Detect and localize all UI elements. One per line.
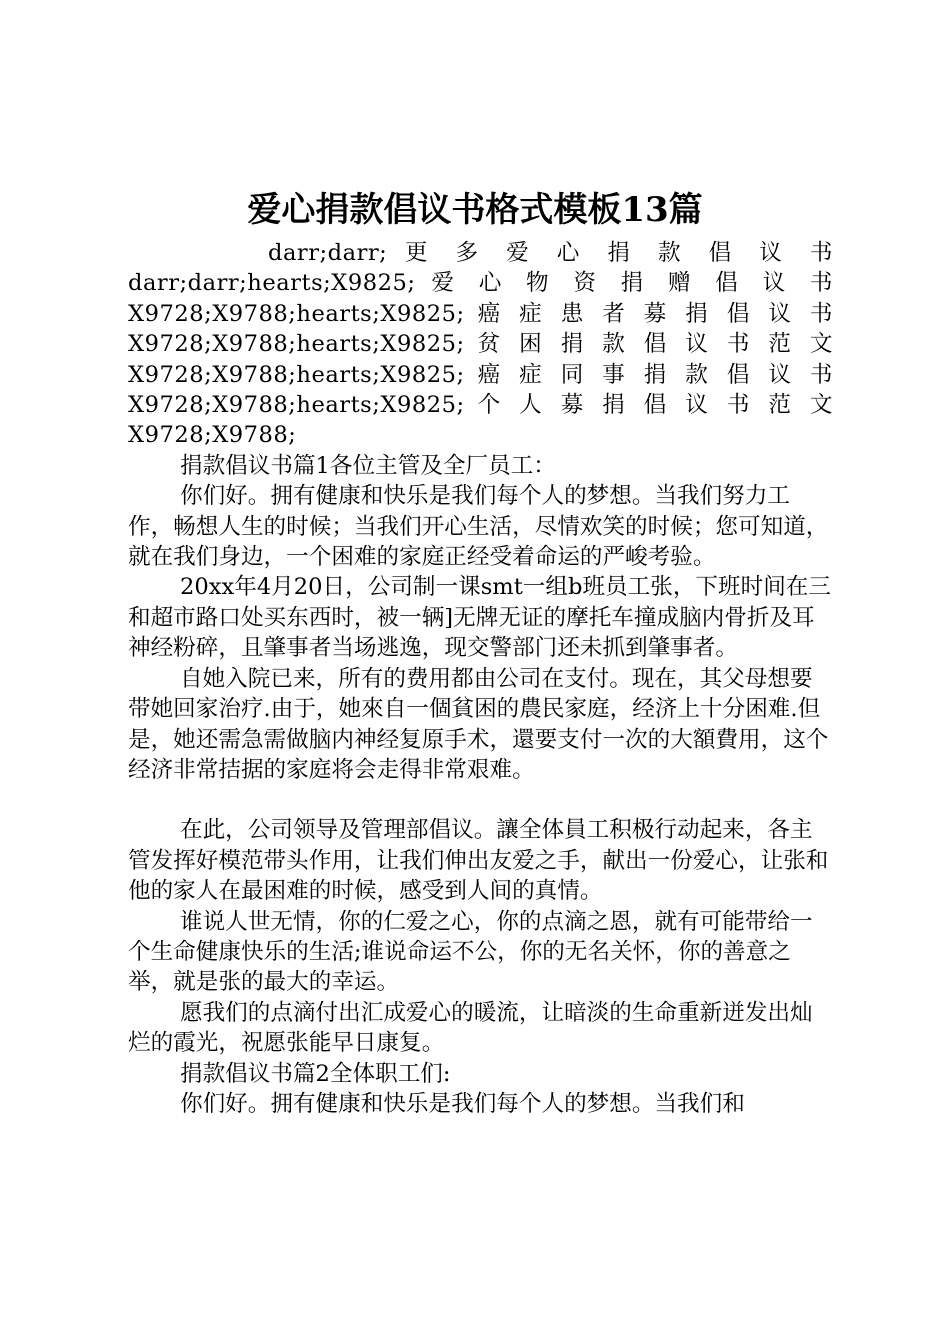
related-link-line-3[interactable]: X9728;X9788;hearts;X9825; 癌 症 患 者 募 捐 倡 议 书 (128, 300, 833, 327)
paragraph: 你们好。拥有健康和快乐是我们每个人的梦想。当我们努力工作，畅想人生的时候；当我们开心生活，尽情欢笑的时候；您可知道，就在我们身边，一个困难的家庭正经受着命运的严峻考验。 (128, 483, 829, 571)
related-link-line-6[interactable]: X9728;X9788;hearts;X9825; 个 人 募 捐 倡 议 书 范 文 (128, 392, 833, 419)
related-link-line-1[interactable]: darr;darr; 更 多 爱 心 捐 款 倡 议 书 (268, 240, 833, 266)
paragraph: 在此，公司领导及管理部倡议。讓全体員工积极行动起来，各主管发挥好模范带头作用，让我们伸出友爱之手，献出一份爱心，让张和他的家人在最困难的时候，感受到人间的真情。 (128, 817, 829, 905)
paragraph: 20xx年4月20日，公司制一课smt一组b班员工张，下班时间在三和超市路口处买东西时，被一辆]无牌无证的摩托车撞成脑内骨折及耳神经粉碎，且肇事者当场逃逸，现交警部门还未抓到肇事者。 (128, 574, 831, 662)
section-heading-1: 捐款倡议书篇1各位主管及全厂员工： (180, 452, 556, 479)
paragraph: 愿我们的点滴付出汇成爱心的暖流，让暗淡的生命重新迸发出灿烂的霞光，祝愿张能早日康复。 (128, 999, 813, 1057)
document-title: 爱心捐款倡议书格式模板13篇 (247, 190, 703, 230)
related-link-line-5[interactable]: X9728;X9788;hearts;X9825; 癌 症 同 事 捐 款 倡 议 书 (128, 361, 833, 388)
related-link-line-2[interactable]: darr;darr;hearts;X9825; 爱 心 物 资 捐 赠 倡 议 书 (128, 270, 833, 297)
paragraph: 谁说人世无情，你的仁爱之心，你的点滴之恩，就有可能带给一个生命健康快乐的生活;谁说命运不公，你的无名关怀，你的善意之举，就是张的最大的幸运。 (128, 908, 813, 996)
paragraph: 自她入院已来，所有的费用都由公司在支付。现在，其父母想要带她回家治疗.由于，她來自一個貧困的農民家庭，经济上十分困难.但是，她还需急需做脑内神经复原手术，還要支付一次的大額費用，这个经济非常拮据的家庭将会走得非常艰难。 (128, 665, 829, 783)
related-links-block (128, 238, 833, 451)
paragraph: 你们好。拥有健康和快乐是我们每个人的梦想。当我们和 (180, 1090, 745, 1117)
section-heading-2: 捐款倡议书篇2全体职工们: (180, 1060, 451, 1087)
related-link-line-7: X9728;X9788; (128, 422, 297, 449)
related-link-line-4[interactable]: X9728;X9788;hearts;X9825; 贫 困 捐 款 倡 议 书 范 文 (128, 331, 833, 358)
document-body (128, 238, 833, 1119)
